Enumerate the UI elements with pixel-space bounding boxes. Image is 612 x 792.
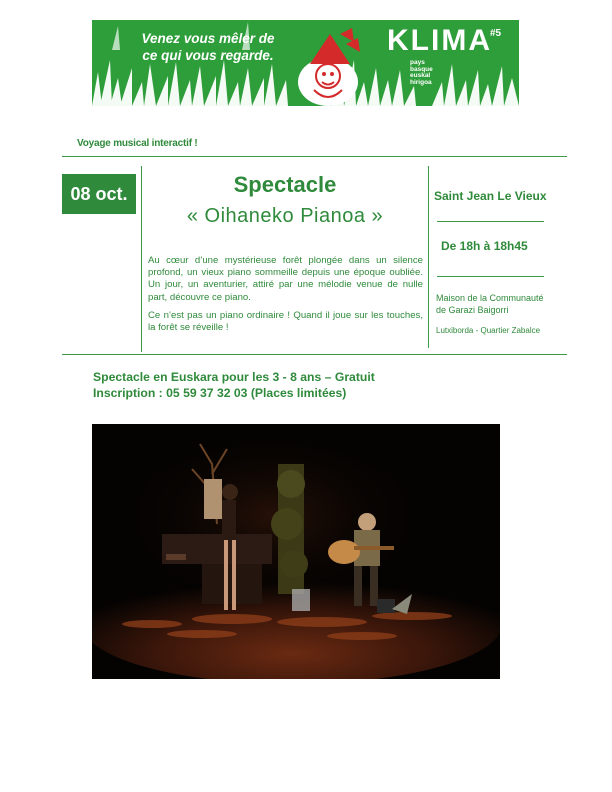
mascot-illustration-icon xyxy=(292,24,372,106)
banner-slogan-line: Venez vous mêler de xyxy=(141,31,275,46)
separator-line xyxy=(437,221,544,222)
divider-bottom xyxy=(62,354,567,355)
performance-photo xyxy=(92,424,500,679)
audience-info: Spectacle en Euskara pour les 3 - 8 ans – Gratuit xyxy=(93,370,375,384)
venue-address: Lutxiborda - Quartier Zabalce xyxy=(436,326,541,335)
event-title: « Oihaneko Pianoa » xyxy=(186,205,384,227)
klima-title: KLIMA xyxy=(387,24,492,57)
event-location: Saint Jean Le Vieux xyxy=(434,189,547,203)
tagline: Voyage musical interactif ! xyxy=(77,138,198,149)
org-logo-line: pays xyxy=(410,59,425,66)
org-logo-line: hirigoa xyxy=(410,78,432,86)
event-schedule: De 18h à 18h45 xyxy=(441,239,528,253)
klima-banner xyxy=(92,20,519,106)
divider-vertical-left xyxy=(141,166,142,352)
description-paragraph: Au cœur d’une mystérieuse forêt plongée dans un silence profond, un vieux piano sommeille depuis une époque oubliée. Un jour, un aventurier, attiré par une mélodie venue de nulle part, découvre ce piano. xyxy=(148,255,423,303)
event-description xyxy=(148,255,423,340)
divider-vertical-right xyxy=(428,166,429,348)
venue-line: de Garazi Baigorri xyxy=(436,304,509,315)
description-paragraph: Ce n’est pas un piano ordinaire ! Quand il joue sur les touches, la forêt se réveille ! xyxy=(148,309,423,334)
event-info xyxy=(93,370,375,401)
banner-slogan xyxy=(128,30,288,64)
banner-slogan-line: ce qui vous regarde. xyxy=(142,48,274,63)
pays-basque-logo xyxy=(410,60,433,86)
registration-info: Inscription : 05 59 37 32 03 (Places limitées) xyxy=(93,385,347,400)
date-badge: 08 oct. xyxy=(62,174,136,214)
stage-scene-illustration-icon xyxy=(92,424,500,679)
org-logo-line: euskal xyxy=(410,72,431,79)
klima-edition-number: #5 xyxy=(490,28,502,39)
separator-line xyxy=(437,276,544,277)
org-logo-line: basque xyxy=(410,65,433,73)
venue-line: Maison de la Communauté xyxy=(436,293,544,303)
event-venue xyxy=(436,293,576,316)
divider-top xyxy=(62,156,567,157)
event-type: Spectacle xyxy=(233,172,337,197)
